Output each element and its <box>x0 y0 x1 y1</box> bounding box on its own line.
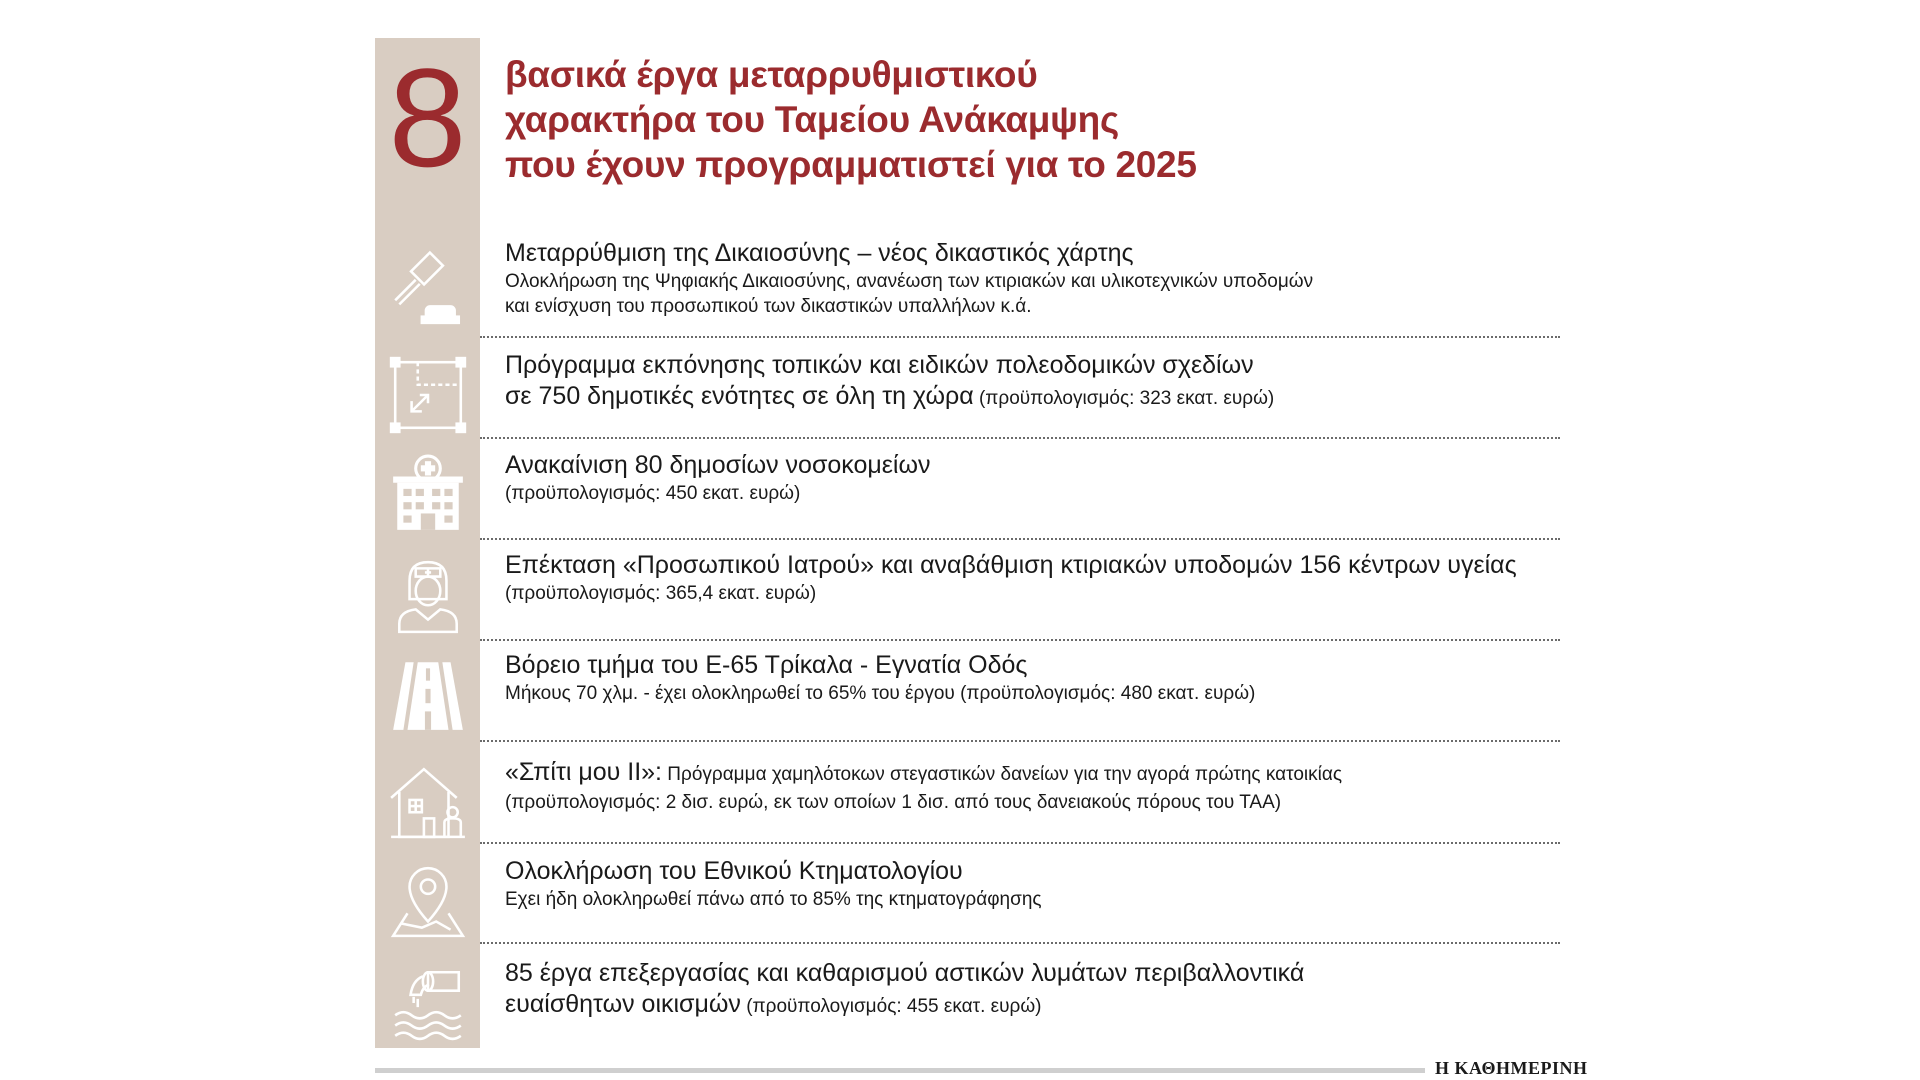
map-pin-icon <box>375 856 480 946</box>
item-heading: Βόρειο τμήμα του Ε-65 Τρίκαλα - Εγνατία Οδός <box>505 651 1028 679</box>
divider <box>480 842 1560 844</box>
list-item <box>375 856 1560 946</box>
blueprint-icon <box>375 350 480 440</box>
item-detail: Μήκους 70 χλμ. - έχει ολοκληρωθεί το 65% του έργου (προϋπολογισμός: 480 εκατ. ευρώ) <box>505 683 1256 704</box>
item-detail: (προϋπολογισμός: 2 δισ. ευρώ, εκ των οποίων 1 δισ. από τους δανειακούς πόρους του ΤΑΑ) <box>505 792 1282 813</box>
divider <box>480 538 1560 540</box>
item-heading-part: σε 750 δημοτικές ενότητες σε όλη τη χώρα <box>505 382 974 410</box>
divider <box>480 740 1560 742</box>
footer-rule <box>375 1068 1425 1073</box>
list-item <box>375 550 1560 640</box>
hospital-icon <box>375 450 480 540</box>
list-item <box>375 450 1560 540</box>
divider <box>480 942 1560 944</box>
big-number: 8 <box>388 39 467 196</box>
divider <box>480 336 1560 338</box>
list-item <box>375 757 1560 847</box>
title-line: χαρακτήρα του Ταμείου Ανάκαμψης <box>505 99 1119 140</box>
item-heading-tail: Πρόγραμμα χαμηλότοκων στεγαστικών δανείων για την αγορά πρώτης κατοικίας <box>662 764 1342 785</box>
wastewater-pipe-icon <box>375 958 480 1048</box>
item-heading-line2 <box>505 989 1560 1022</box>
divider <box>480 437 1560 439</box>
list-item <box>375 350 1560 440</box>
gavel-icon <box>375 238 480 338</box>
item-heading: Ανακαίνιση 80 δημοσίων νοσοκομείων <box>505 451 931 479</box>
item-heading: 85 έργα επεξεργασίας και καθαρισμού αστικών λυμάτων περιβαλλοντικά <box>505 959 1305 987</box>
item-heading-part: ευαίσθητων οικισμών <box>505 990 741 1018</box>
title-line: βασικά έργα μεταρρυθμιστικού <box>505 54 1038 95</box>
item-heading: Μεταρρύθμιση της Δικαιοσύνης – νέος δικαστικός χάρτης <box>505 239 1134 267</box>
list-item <box>375 958 1560 1048</box>
road-icon <box>375 650 480 740</box>
nurse-icon <box>375 550 480 640</box>
item-detail: (προϋπολογισμός: 365,4 εκατ. ευρώ) <box>505 583 817 604</box>
publisher-logo: Η ΚΑΘΗΜΕΡΙΝΗ <box>1435 1058 1588 1078</box>
item-detail: και ενίσχυση του προσωπικού των δικαστικών υπαλλήλων κ.ά. <box>505 296 1032 317</box>
item-heading-line2 <box>505 381 1560 414</box>
item-heading: Ολοκλήρωση του Εθνικού Κτηματολογίου <box>505 857 963 885</box>
title-line: που έχουν προγραμματιστεί για το 2025 <box>505 144 1197 185</box>
item-heading: Επέκταση «Προσωπικού Ιατρού» και αναβάθμιση κτιριακών υποδομών 156 κέντρων υγείας <box>505 551 1517 579</box>
title <box>505 52 1405 187</box>
item-detail: Εχει ήδη ολοκληρωθεί πάνω από το 85% της κτηματογράφησης <box>505 889 1042 910</box>
item-detail: Ολοκλήρωση της Ψηφιακής Δικαιοσύνης, ανανέωση των κτιριακών και υλικοτεχνικών υποδομών <box>505 271 1314 292</box>
item-detail: (προϋπολογισμός: 450 εκατ. ευρώ) <box>505 483 801 504</box>
list-item <box>375 650 1560 740</box>
item-budget: (προϋπολογισμός: 323 εκατ. ευρώ) <box>973 388 1275 409</box>
item-heading-part: «Σπίτι μου ΙΙ»: <box>505 758 663 786</box>
house-icon <box>375 757 480 847</box>
item-heading: Πρόγραμμα εκπόνησης τοπικών και ειδικών πολεοδομικών σχεδίων <box>505 351 1254 379</box>
divider <box>480 639 1560 641</box>
item-budget: (προϋπολογισμός: 455 εκατ. ευρώ) <box>740 996 1042 1017</box>
list-item <box>375 238 1560 338</box>
item-heading <box>505 757 1560 790</box>
